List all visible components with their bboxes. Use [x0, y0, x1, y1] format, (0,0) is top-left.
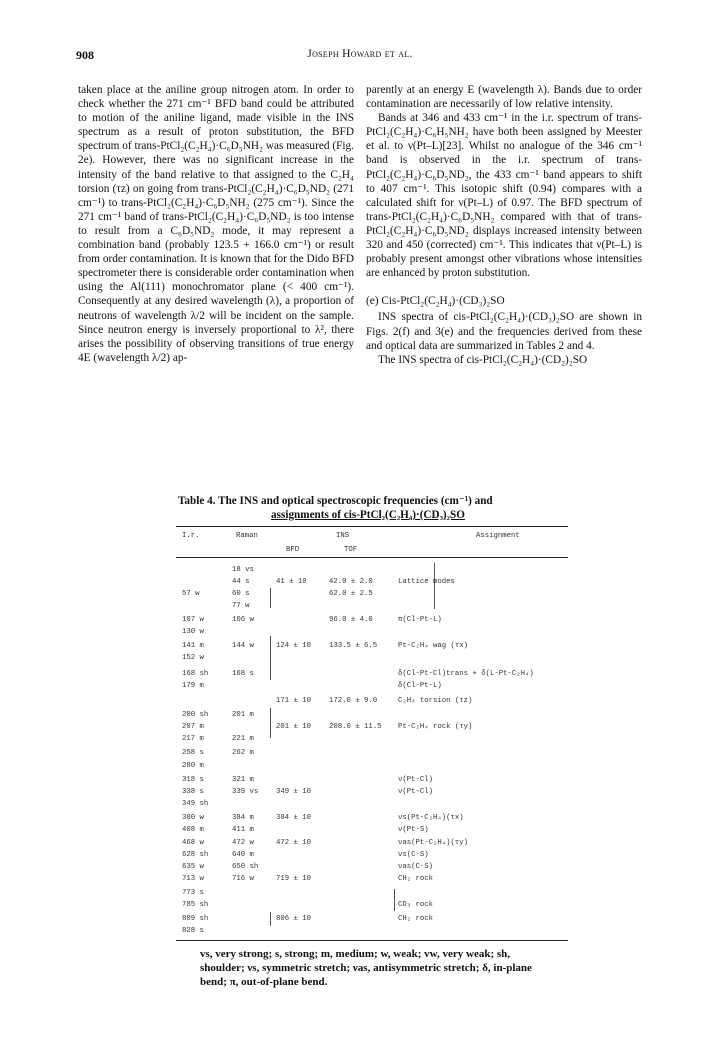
table-cell-ir: 217 m [182, 735, 204, 743]
left-column [78, 83, 354, 365]
table-cell-raman: 472 w [232, 839, 254, 847]
table-cell-ir: 179 m [182, 682, 204, 690]
table-cell-assign: CH₂ rock [398, 875, 434, 883]
page-header [76, 48, 644, 64]
table-cell-raman: 411 m [232, 826, 254, 834]
brace [434, 563, 435, 609]
table-cell-bfd: 384 ± 10 [276, 814, 312, 822]
table-cell-assign: νs(Pt-C₂H₄)(τx) [398, 814, 464, 822]
table-top-rule [176, 526, 568, 527]
table-cell-raman: 384 m [232, 814, 254, 822]
table-cell-ir: 152 w [182, 654, 204, 662]
table-cell-ir: 628 sh [182, 851, 209, 859]
table-cell-ir: 713 w [182, 875, 204, 883]
table-cell-assign: ν(Pt-S) [398, 826, 429, 834]
table-cell-bfd: 349 ± 10 [276, 788, 312, 796]
right-paragraph-4: The INS spectra of cis-PtCl₂(C₂H₄)·(CD₂)₂SO [378, 353, 588, 366]
table-cell-raman: 168 s [232, 670, 254, 678]
table-cell-bfd: 806 ± 10 [276, 915, 312, 923]
table-cell-assign: C₂H₄ torsion (τz) [398, 697, 473, 705]
header-tof: TOF [344, 546, 358, 554]
table-cell-assign: νas(C-S) [398, 863, 434, 871]
table-cell-assign: νs(C-S) [398, 851, 429, 859]
table-cell-bfd: 201 ± 10 [276, 723, 312, 731]
table-cell-assign: δ(Cl-Pt-Cl)trans + δ(L-Pt-C₂H₄) [398, 670, 534, 678]
table-footnote: vs, very strong; s, strong; m, medium; w, weak; vw, very weak; sh, shoulder; νs, symmetric stretch; νas, antisymmetric stretch; δ, in-plane bend; π, out-of-plane bend. [200, 948, 532, 988]
table-cell-bfd: 124 ± 10 [276, 642, 312, 650]
table-cell-tof: 62.0 ± 2.5 [329, 590, 373, 598]
right-paragraph-3: INS spectra of cis-PtCl₂(C₂H₄)·(CD₃)₂SO are shown in Figs. 2(f) and 3(e) and the frequencies derived from these and optical data are summarized in Tables 2 and 4. [366, 311, 642, 352]
table-caption [178, 494, 558, 522]
table-cell-assign: CH₂ rock [398, 915, 434, 923]
header-raman: Raman [236, 532, 258, 540]
table-cell-raman: 262 m [232, 749, 254, 757]
header-ir: I.r. [182, 532, 200, 540]
table-cell-raman: 221 m [232, 735, 254, 743]
table-cell-bfd: 719 ± 10 [276, 875, 312, 883]
table-cell-ir: 200 sh [182, 711, 209, 719]
right-paragraph-2: Bands at 346 and 433 cm⁻¹ in the i.r. spectrum of trans-PtCl₂(C₂H₄)·C₆H₅NH₂ have both been assigned by Meester et al. to ν(Pt–L)[23]. Whilst no analogue of the 346 cm⁻¹ band is observed in the i.r. spectrum of trans-PtCl₂(C₂H₄)·C₆D₅ND₂, the 433 cm⁻¹ band appears to shift to 407 cm⁻¹. This isotopic shift (0.94) compares with a calculated shift for ν(Pt–L) of 0.97. The BFD spectrum of trans-PtCl₂(C₂H₄)·C₆D₅NH₂ compared with that of trans-PtCl₂(C₂H₄)·C₆D₅ND₂ displays increased intensity between 320 and 450 (corrected) cm⁻¹. This indicates that ν(Pt–L) is probably present amongst other vibrations whose intensities are enhanced by proton substitution. [366, 112, 642, 280]
table-cell-raman: 339 vs [232, 788, 259, 796]
table-cell-raman: 60 s [232, 590, 250, 598]
table-cell-tof: 96.0 ± 4.0 [329, 616, 373, 624]
table-caption-line1: Table 4. The INS and optical spectroscopic frequencies (cm⁻¹) and [178, 495, 493, 507]
table-cell-ir: 635 w [182, 863, 204, 871]
table-cell-assign: CD₃ rock [398, 901, 434, 909]
table-cell-ir: 408 m [182, 826, 204, 834]
table-cell-ir: 380 w [182, 814, 204, 822]
table-cell-tof: 172.0 ± 9.0 [329, 697, 378, 705]
table-cell-ir: 107 w [182, 616, 204, 624]
table-cell-bfd: 41 ± 10 [276, 578, 307, 586]
table-cell-raman: 77 w [232, 602, 250, 610]
table-cell-assign: Lattice modes [398, 578, 455, 586]
table-cell-bfd: 171 ± 10 [276, 697, 312, 705]
table-cell-ir: 280 m [182, 762, 204, 770]
brace [270, 708, 271, 738]
table-cell-tof: 208.0 ± 11.5 [329, 723, 382, 731]
page-number: 908 [76, 48, 94, 62]
table-caption-line2: assignments of cis-PtCl₂(C₂H₄)·(CD₃)₂SO [271, 509, 465, 521]
table-cell-ir: 207 m [182, 723, 204, 731]
table-cell-assign: Pt-C₂H₄ rock (τy) [398, 723, 473, 731]
table-cell-raman: 106 w [232, 616, 254, 624]
left-paragraph: taken place at the aniline group nitrogen atom. In order to check whether the 271 cm⁻¹ BFD band could be attributed to motion of the aniline ligand, made visible in the INS spectrum as a result of proton substitution, the BFD spectrum of trans-PtCl₂(C₂H₄)·C₆D₅NH₂ was measured (Fig. 2e). However, there was no significant increase in the intensity of the band relative to that assigned to the C₂H₄ torsion (τz) on going from trans-PtCl₂(C₂H₄)·C₆D₅ND₂ (271 cm⁻¹) to trans-PtCl₂(C₂H₄)·C₆D₅NH₂ (275 cm⁻¹). Since the 271 cm⁻¹ band of trans-PtCl₂(C₂H₄)·C₆D₅ND₂ is too intense to result from a C₆D₅ND₂ mode, it may represent a combination band (probably 123.5 + 166.0 cm⁻¹) or result from order contamination. It is known that for the Dido BFD spectrometer there is considerable order contamination when using the Al(111) monochromator plane (< 400 cm⁻¹). Consequently at any desired wavelength (λ), a proportion of neutrons of wavelength λ/2 will be incident on the sample. Since neutron energy is inversely proportional to λ², there arises the possibility of observing transitions of true energy 4E (wavelength λ/2) ap- [78, 84, 354, 364]
table-cell-ir: 773 s [182, 889, 204, 897]
table-cell-assign: π(Cl-Pt-L) [398, 616, 442, 624]
table-cell-ir: 141 m [182, 642, 204, 650]
header-assignment: Assignment [476, 532, 520, 540]
brace [270, 636, 271, 680]
table-cell-ir: 468 w [182, 839, 204, 847]
table-cell-assign: νas(Pt-C₂H₄)(τy) [398, 839, 469, 847]
table-cell-raman: 650 sh [232, 863, 259, 871]
table-cell-raman: 321 m [232, 776, 254, 784]
table-bottom-rule [176, 940, 568, 941]
table-cell-raman: 201 m [232, 711, 254, 719]
brace [394, 889, 395, 911]
table-cell-ir: 130 w [182, 628, 204, 636]
table-cell-ir: 318 s [182, 776, 204, 784]
table-cell-raman: 144 w [232, 642, 254, 650]
running-head: Joseph Howard et al. [307, 48, 413, 60]
table-cell-raman: 44 s [232, 578, 250, 586]
header-ins: INS [336, 532, 350, 540]
table-cell-assign: Pt-C₂H₄ wag (τx) [398, 642, 469, 650]
table-cell-raman: 18 vs [232, 566, 254, 574]
table-cell-ir: 349 sh [182, 800, 209, 808]
table-cell-ir: 809 sh [182, 915, 209, 923]
table-cell-ir: 168 sh [182, 670, 209, 678]
table-cell-ir: 785 sh [182, 901, 209, 909]
right-column [366, 83, 642, 367]
table-cell-raman: 640 m [232, 851, 254, 859]
brace [270, 588, 271, 608]
right-paragraph-1: parently at an energy E (wavelength λ). Bands due to order contamination are necessarily of low relative intensity. [366, 84, 642, 111]
section-heading: (e) Cis-PtCl₂(C₂H₄)·(CD₃)₂SO [366, 295, 505, 308]
table-cell-ir: 338 s [182, 788, 204, 796]
table-cell-assign: ν(Pt-Cl) [398, 788, 434, 796]
table-cell-raman: 716 w [232, 875, 254, 883]
table-cell-ir: 828 s [182, 927, 204, 935]
table-cell-tof: 133.5 ± 6.5 [329, 642, 378, 650]
table-cell-assign: δ(Cl-Pt-L) [398, 682, 442, 690]
table-cell-assign: ν(Pt-Cl) [398, 776, 434, 784]
header-bfd: BFD [286, 546, 300, 554]
table-cell-tof: 42.0 ± 2.0 [329, 578, 373, 586]
table-cell-bfd: 472 ± 10 [276, 839, 312, 847]
brace [270, 912, 271, 926]
table-cell-ir: 57 w [182, 590, 200, 598]
table-cell-ir: 258 s [182, 749, 204, 757]
table-header-rule [176, 557, 568, 558]
